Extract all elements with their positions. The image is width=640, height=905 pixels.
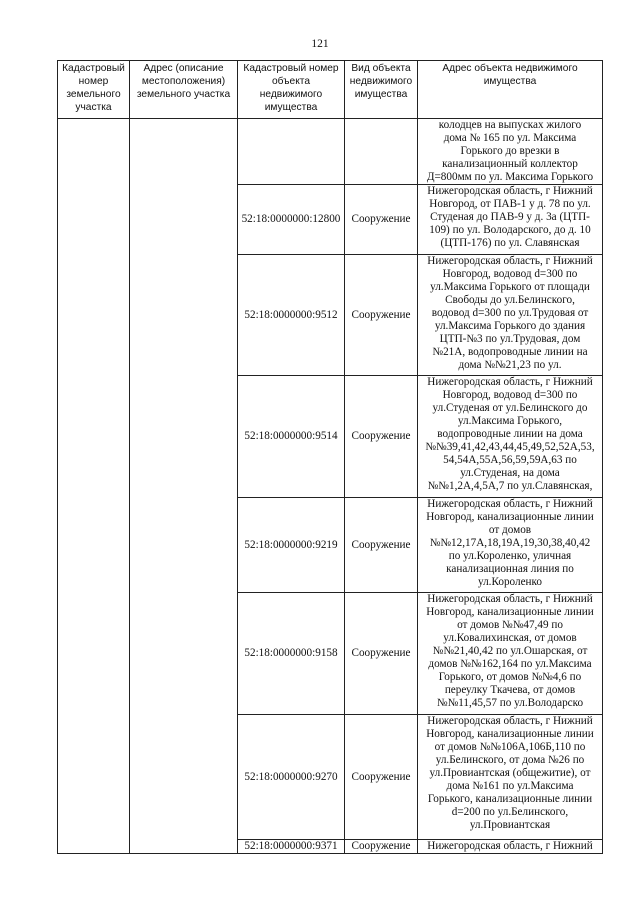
header-line: объекта <box>272 76 310 87</box>
address-line: ул.Максима Горького от площади <box>430 281 590 293</box>
address-line: №№21,40,42 по ул.Ошарская, от <box>432 645 588 657</box>
address-line: переулку Ткачева, от домов <box>444 684 576 696</box>
object-cadastral-number-cell: 52:18:0000000:9514 <box>238 376 345 498</box>
land-cadastral-number-cell <box>58 119 130 854</box>
address-line: от домов №№47,49 по <box>457 619 563 631</box>
object-cadastral-number-cell: 52:18:0000000:9219 <box>238 498 345 593</box>
header-line: Кадастровый номер <box>243 63 339 74</box>
header-line: местоположения) <box>141 76 226 87</box>
address-line: 109) по ул. Володарского, до д. 10 <box>429 224 591 236</box>
header-line: Кадастровый <box>62 63 125 74</box>
object-address-cell <box>418 840 603 854</box>
object-type-cell: Сооружение <box>345 255 418 376</box>
address-line: водопроводные линии на дома <box>437 428 583 440</box>
object-type-cell: Сооружение <box>345 376 418 498</box>
header-row <box>58 61 603 119</box>
object-address-cell <box>418 185 603 255</box>
address-line: ул.Провиантская (общежитие), от <box>429 767 591 779</box>
object-address-cell <box>418 715 603 840</box>
object-type-cell <box>345 119 418 185</box>
header-line: земельного <box>66 89 121 100</box>
address-line: (ЦТП-176) по ул. Славянская <box>440 237 580 249</box>
header-line: имущества <box>264 102 318 113</box>
object-type-cell: Сооружение <box>345 593 418 715</box>
object-address-cell <box>418 255 603 376</box>
address-line: ул.Провиантская <box>469 819 551 831</box>
object-cadastral-number-cell: 52:18:0000000:9158 <box>238 593 345 715</box>
registry-table <box>57 60 603 854</box>
address-line: ул.Максима Горького, <box>457 415 563 427</box>
address-line: Свободы до ул.Белинского, <box>445 294 575 306</box>
object-cadastral-number-cell: 52:18:0000000:9371 <box>238 840 345 854</box>
address-line: от домов <box>488 524 532 536</box>
object-type-cell: Сооружение <box>345 185 418 255</box>
address-line: Студеная до ПАВ-9 у д. 3а (ЦТП- <box>430 211 590 223</box>
address-line: Нижегородская область, г Нижний <box>427 498 593 510</box>
address-line: Нижегородская область, г Нижний <box>427 593 593 605</box>
address-line: дома № 165 по ул. Максима <box>443 132 577 144</box>
address-line: Нижегородская область, г Нижний <box>427 185 593 197</box>
address-line: Новгород, канализационные линии <box>426 606 594 618</box>
address-line: №№12,17А,18,19А,19,30,38,40,42 <box>429 537 591 549</box>
object-type-cell: Сооружение <box>345 498 418 593</box>
address-line: ул.Студеная, на дома <box>460 467 560 479</box>
header-line: недвижимого <box>259 89 323 100</box>
object-type-cell: Сооружение <box>345 715 418 840</box>
address-line: ул.Белинского, от дома №26 по <box>435 754 585 766</box>
object-cadastral-number-cell: 52:18:0000000:12800 <box>238 185 345 255</box>
address-line: Новгород, водовод d=300 по <box>442 389 578 401</box>
address-line: от домов №№106А,106Б,110 по <box>434 741 586 753</box>
address-line: №№11,45,57 по ул.Володарско <box>436 697 584 709</box>
address-line: канализационная линия по <box>446 563 574 575</box>
header-line: недвижимого <box>349 76 413 87</box>
address-line: домов №№162,164 по ул.Максима <box>428 658 592 670</box>
table-row <box>58 119 603 185</box>
header-line: Адрес объекта недвижимого <box>442 63 578 74</box>
address-line: Нижегородская область, г Нижний <box>427 376 593 388</box>
header-line: земельного участка <box>136 89 231 100</box>
address-line: ул.Ковалихинская, от домов <box>443 632 577 644</box>
header-line: участка <box>75 102 112 113</box>
header-land-cadastral-number <box>58 61 130 119</box>
address-line: Горького, канализационные линии <box>427 793 593 805</box>
header-line: имущества <box>483 76 537 87</box>
header-object-cadastral-number <box>238 61 345 119</box>
address-line: Д=800мм по ул. Максима Горького <box>426 171 594 183</box>
object-address-cell <box>418 376 603 498</box>
object-cadastral-number-cell: 52:18:0000000:9270 <box>238 715 345 840</box>
header-line: имущества <box>354 89 408 100</box>
address-line: №№1,2А,4,5А,7 по ул.Славянская, <box>427 480 593 492</box>
address-line: Новгород, от ПАВ-1 у д. 78 по ул. <box>429 198 591 210</box>
object-cadastral-number-cell: 52:18:0000000:9512 <box>238 255 345 376</box>
object-cadastral-number-cell <box>238 119 345 185</box>
page-number: 121 <box>311 38 329 50</box>
object-type-cell: Сооружение <box>345 840 418 854</box>
address-line: №№39,41,42,43,44,45,49,52,52А,53, <box>425 441 595 453</box>
header-line: Адрес (описание <box>143 63 224 74</box>
address-line: по ул.Короленко, уличная <box>448 550 572 562</box>
address-line: дома №№21,23 по ул. <box>458 359 562 371</box>
address-line: канализационный коллектор <box>442 158 578 170</box>
address-line: колодцев на выпусках жилого <box>438 119 582 131</box>
header-line: номер <box>78 76 109 87</box>
address-line: Новгород, канализационные линии <box>426 511 594 523</box>
header-object-address <box>418 61 603 119</box>
address-line: ул.Короленко <box>477 576 542 588</box>
address-line: Нижегородская область, г Нижний <box>427 255 593 267</box>
address-line: ЦТП-№3 по ул.Трудовая, дом <box>439 333 581 345</box>
address-line: ул.Максима Горького до здания <box>434 320 586 332</box>
address-line: Горького до врезки в <box>460 145 560 157</box>
address-line: №21А, водопроводные линии на <box>432 346 588 358</box>
header-land-address <box>130 61 238 119</box>
object-address-cell <box>418 498 603 593</box>
address-line: ул.Студеная от ул.Белинского до <box>432 402 588 414</box>
address-line: дома №161 по ул.Максима <box>446 780 574 792</box>
address-line: Новгород, водовод d=300 по <box>442 268 578 280</box>
object-address-cell <box>418 119 603 185</box>
address-line: водовод d=300 по ул.Трудовая от <box>431 307 589 319</box>
object-address-cell <box>418 593 603 715</box>
address-line: Нижегородская область, г Нижний <box>427 840 593 852</box>
header-object-type <box>345 61 418 119</box>
address-line: d=200 по ул.Белинского, <box>451 806 569 818</box>
land-address-cell <box>130 119 238 854</box>
address-line: 54,54А,55А,56,59,59А,63 по <box>443 454 577 466</box>
address-line: Горького, от домов №№4,6 по <box>438 671 582 683</box>
header-line: Вид объекта <box>351 63 411 74</box>
address-line: Нижегородская область, г Нижний <box>427 715 593 727</box>
address-line: Новгород, канализационные линии <box>426 728 594 740</box>
